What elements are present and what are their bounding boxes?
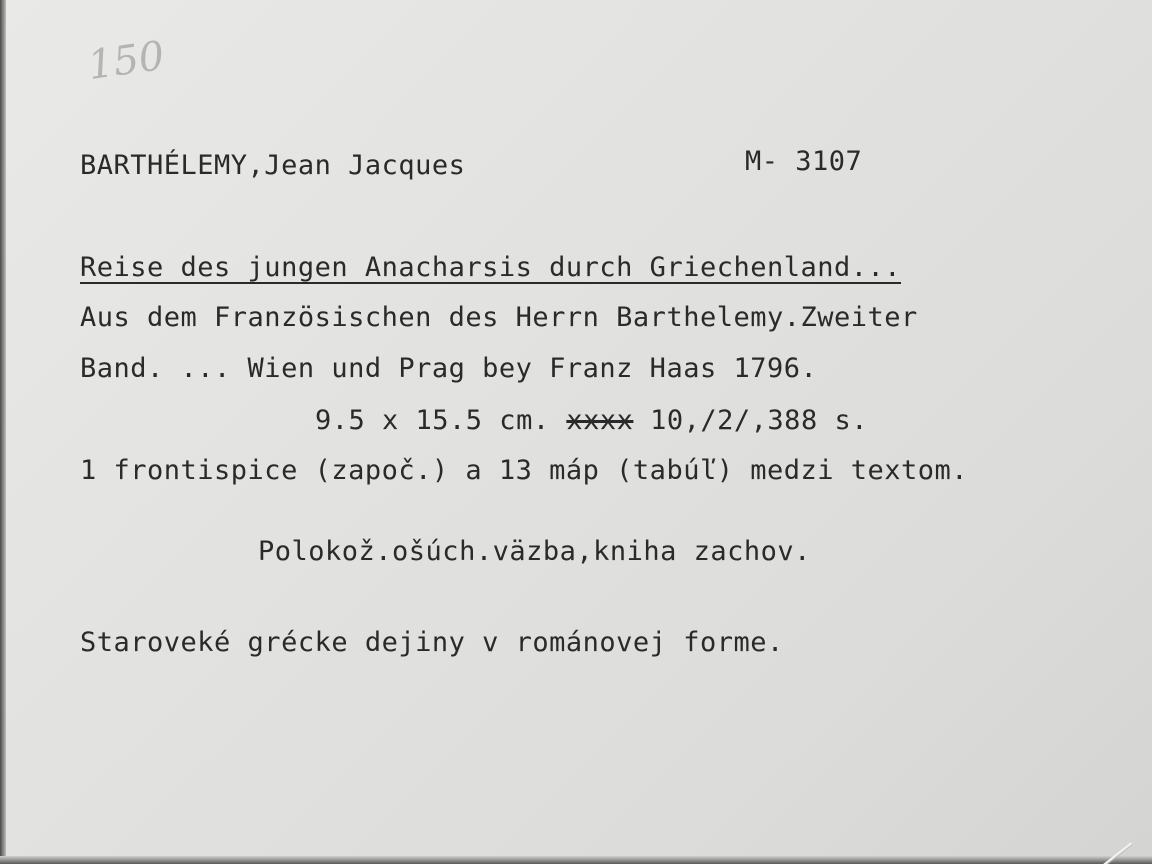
subject-note: Staroveké grécke dejiny v románovej forme. [80,627,784,658]
binding-note: Polokož.ošúch.väzba,kniha zachov. [258,536,811,567]
card-left-edge [0,0,6,864]
publication-info: Band. ... Wien und Prag bey Franz Haas 1796. [80,353,818,384]
dimensions: 9.5 x 15.5 cm. [315,405,550,436]
book-title: Reise des jungen Anacharsis durch Griechenland... [80,252,902,283]
physical-description [315,405,868,436]
pencil-mark: 150 [85,32,168,90]
author-name: BARTHÉLEMY,Jean Jacques [80,150,466,181]
title-continuation: Aus dem Französischen des Herrn Barthelemy.Zweiter [80,302,918,333]
card-bottom-edge [0,856,1152,864]
struck-out-text: xxxx [566,405,634,436]
illustrations-note: 1 frontispice (započ.) a 13 máp (tabúľ) medzi textom. [80,455,969,486]
call-number: M- 3107 [745,146,863,177]
page-count: 10,/2/,388 s. [650,405,868,436]
